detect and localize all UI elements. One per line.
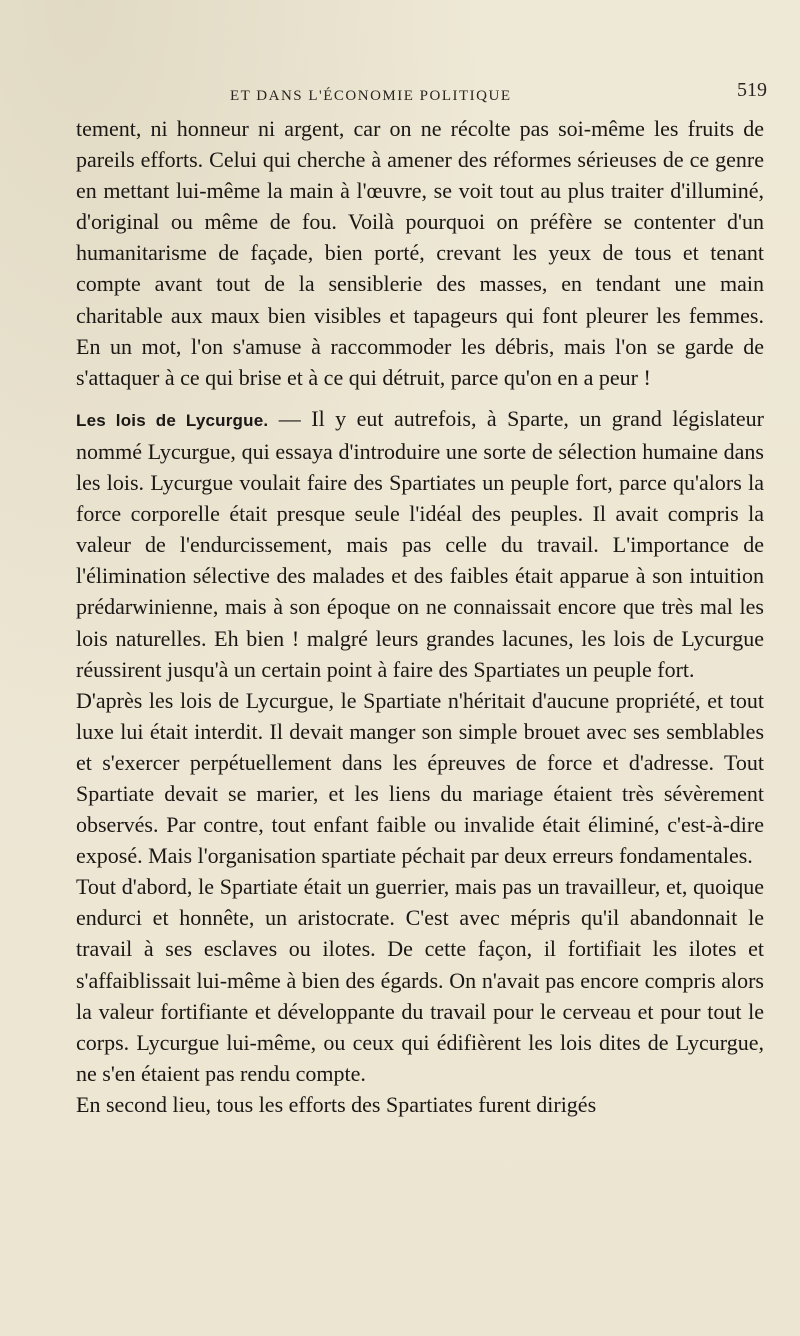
page-number: 519: [737, 79, 767, 101]
paragraph-2-text: — Il y eut autrefois, à Sparte, un grand législateur nommé Lycurgue, qui essaya d'introduire une sorte de sélection humaine dans les lois. Lycurgue voulait faire des Spartiates un peuple fort, parce qu'alors la force corporelle était presque seule l'idéal des peuples. Il avait compris la valeur de l'endurcissement, mais pas celle du travail. L'importance de l'élimination sélective des malades et des faibles était apparue à son intuition prédarwinienne, mais à son époque on ne connaissait encore que très mal les lois naturelles. Eh bien ! malgré leurs grandes lacunes, les lois de Lycurgue réussirent jusqu'à un certain point à faire des Spartiates un peuple fort.: [76, 405, 764, 682]
section-heading: Les lois de Lycurgue.: [76, 410, 269, 430]
running-head: ET DANS L'ÉCONOMIE POLITIQUE: [230, 88, 512, 104]
body-text: [76, 113, 764, 1120]
paragraph-3: D'après les lois de Lycurgue, le Spartiate n'héritait d'aucune propriété, et tout luxe lui était interdit. Il devait manger son simple brouet avec ses semblables et s'exercer perpétuellement dans les épreuves de force et d'adresse. Tout Spartiate devait se marier, et les liens du mariage étaient très sévèrement observés. Par contre, tout enfant faible ou invalide était éliminé, c'est-à-dire exposé. Mais l'organisation spartiate péchait par deux erreurs fondamentales.: [76, 687, 764, 869]
paragraph-2: [76, 403, 764, 685]
paragraph-4: Tout d'abord, le Spartiate était un guerrier, mais pas un travailleur, et, quoique endurci et honnête, un aristocrate. C'est avec mépris qu'il abandonnait le travail à ses esclaves ou ilotes. De cette façon, il fortifiait les ilotes et s'affaiblissait lui-même à bien des égards. On n'avait pas encore compris alors la valeur fortifiante et développante du travail pour le cerveau et pour tout le corps. Lycurgue lui-même, ou ceux qui édifièrent les lois dites de Lycurgue, ne s'en étaient pas rendu compte.: [76, 874, 764, 1086]
paragraph-1: tement, ni honneur ni argent, car on ne récolte pas soi-même les fruits de pareils efforts. Celui qui cherche à amener des réformes sérieuses de ce genre en mettant lui-même la main à l'œuvre, se voit tout au plus traiter d'illuminé, d'original ou même de fou. Voilà pourquoi on préfère se contenter d'un humanitarisme de façade, bien porté, crevant les yeux de tous et tenant compte avant tout de la sensiblerie des masses, en tendant une main charitable aux maux bien visibles et tapageurs qui font pleurer les femmes. En un mot, l'on s'amuse à raccommoder les débris, mais l'on se garde de s'attaquer à ce qui brise et à ce qui détruit, parce qu'on en a peur !: [76, 116, 764, 390]
paragraph-5: En second lieu, tous les efforts des Spartiates furent dirigés: [76, 1091, 597, 1117]
